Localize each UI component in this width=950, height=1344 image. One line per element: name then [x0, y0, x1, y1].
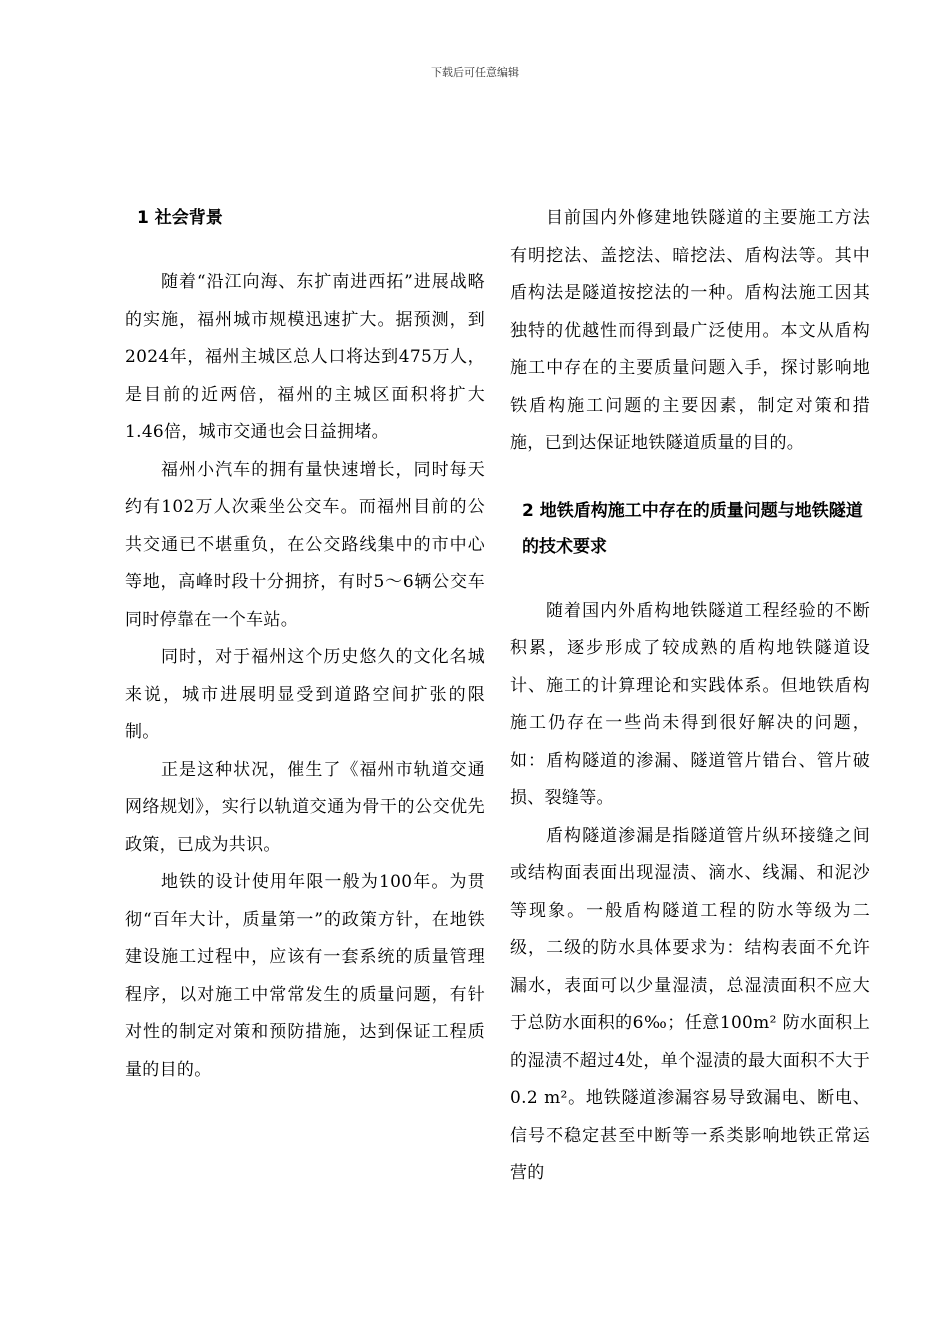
paragraph: 盾构隧道渗漏是指隧道管片纵环接缝之间或结构面表面出现湿渍、滴水、线漏、和泥沙等现象。一般盾构隧道工程的防水等级为二级，二级的防水具体要求为：结构表面不允许漏水，表面可以少量湿渍，总湿渍面积不应大于总防水面积的6‰；任意100m² 防水面积上的湿渍不超过4处，单个湿渍的最大面积不大于0.2 m²。地铁隧道渗漏容易导致漏电、断电、信号不稳定甚至中断等一系类影响地铁正常运营的: [510, 825, 870, 1183]
paragraph: 正是这种状况，催生了《福州市轨道交通网络规划》，实行以轨道交通为骨干的公交优先政策，已成为共识。: [125, 759, 485, 855]
section-heading-1: 1 社会背景: [137, 208, 223, 228]
paragraph: 地铁的设计使用年限一般为100年。为贯彻“百年大计，质量第一”的政策方针，在地铁建设施工过程中，应该有一套系统的质量管理程序，以对施工中常常发生的质量问题，有针对性的制定对策和预防措施，达到保证工程质量的目的。: [125, 872, 485, 1080]
right-column: [510, 200, 870, 1193]
section-heading-2: 2 地铁盾构施工中存在的质量问题与地铁隧道的技术要求: [522, 500, 863, 557]
intro-paragraph: 目前国内外修建地铁隧道的主要施工方法有明挖法、盖挖法、暗挖法、盾构法等。其中盾构法是隧道按挖法的一种。盾构法施工因其独特的优越性而得到最广泛使用。本文从盾构施工中存在的主要质量问题入手，探讨影响地铁盾构施工问题的主要因素，制定对策和措施，已到达保证地铁隧道质量的目的。: [510, 208, 870, 453]
paragraph: 随着国内外盾构地铁隧道工程经验的不断积累，逐步形成了较成熟的盾构地铁隧道设计、施工的计算理论和实践体系。但地铁盾构施工仍存在一些尚未得到很好解决的问题，如：盾构隧道的渗漏、隧道管片错台、管片破损、裂缝等。: [510, 600, 870, 808]
page-header: 下载后可任意编辑: [431, 66, 519, 79]
paragraph: 福州小汽车的拥有量快速增长，同时每天约有102万人次乘坐公交车。而福州目前的公共交通已不堪重负，在公交路线集中的市中心等地，高峰时段十分拥挤，有时5～6辆公交车同时停靠在一个车站。: [125, 459, 485, 630]
left-column: [125, 200, 485, 1089]
paragraph: 随着“沿江向海、东扩南进西拓”进展战略的实施，福州城市规模迅速扩大。据预测，到2024年，福州主城区总人口将达到475万人，是目前的近两倍，福州的主城区面积将扩大1.46倍，城市交通也会日益拥堵。: [125, 272, 485, 442]
paragraph: 同时，对于福州这个历史悠久的文化名城来说，城市进展明显受到道路空间扩张的限制。: [125, 647, 485, 742]
